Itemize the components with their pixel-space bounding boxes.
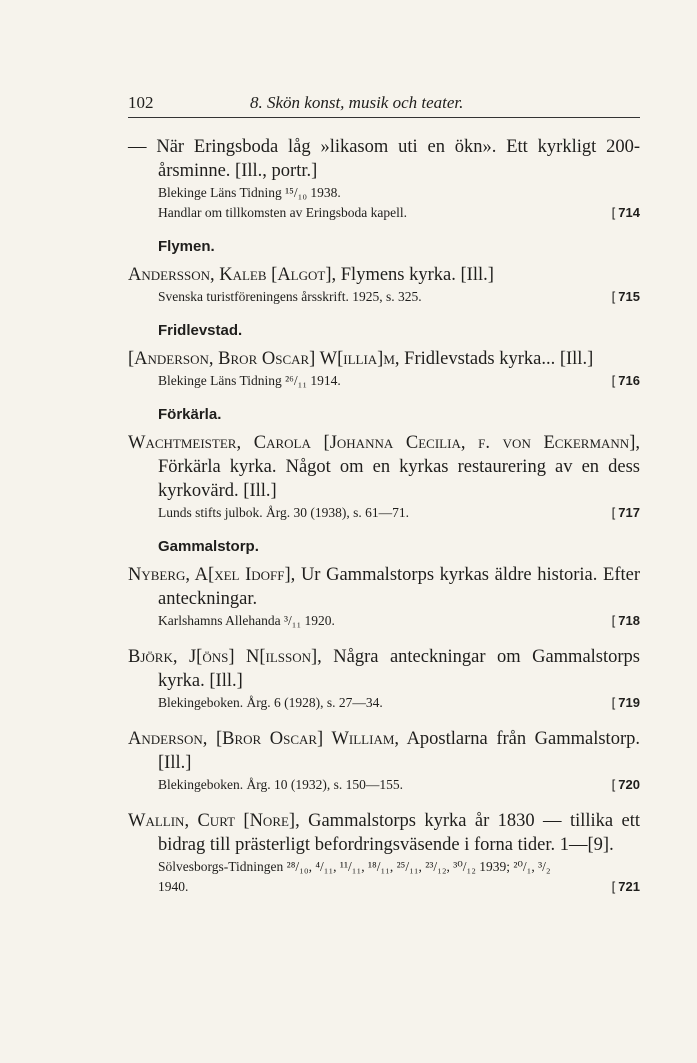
entry-title-text: Ur Gammalstorps kyrkas äldre historia. Efter anteckningar. [158, 565, 640, 609]
entry-number: [ 717 [611, 505, 640, 520]
entry-title-text: Gammalstorps kyrka år 1830 — tillika ett bidrag till prästerligt befordringsväsende i forna tider. 1—[9]. [158, 811, 640, 855]
entry-source: Handlar om tillkomsten av Eringsboda kapell. [158, 205, 407, 220]
entry-number: [ 716 [611, 373, 640, 388]
entry-author: Wallin, Curt [Nore], [128, 811, 300, 831]
entry-number: [ 721 [611, 879, 640, 894]
entry-title [128, 563, 640, 611]
entry-title [128, 135, 640, 183]
entry-title [128, 645, 640, 693]
section-heading: Flymen. [158, 238, 215, 255]
bibliography-entry [128, 263, 640, 307]
entry-number: [ 715 [611, 289, 640, 304]
bibliography-list [128, 135, 640, 911]
entry-author: Andersson, Kaleb [Algot], [128, 265, 337, 285]
section-heading: Gammalstorp. [158, 538, 259, 555]
entry-title-text: — När Eringsboda låg »likasom uti en ökn». Ett kyrkligt 200-årsminne. [Ill., portr.] [128, 137, 640, 181]
entry-source: Lunds stifts julbok. Årg. 30 (1938), s. 61—71. [158, 505, 410, 520]
entry-title-text: Apostlarna från Gammalstorp. [Ill.] [158, 729, 640, 773]
bibliography-entry [128, 727, 640, 795]
entry-author: Nyberg, A[xel Idoff], [128, 565, 296, 585]
entry-title-text: Fridlevstads kyrka... [Ill.] [399, 349, 594, 369]
entry-title-text: Förkärla kyrka. Något om en kyrkas restaurering av en dess kyrkovärd. [Ill.] [158, 457, 640, 501]
entry-title [128, 431, 640, 503]
bibliography-entry [128, 135, 640, 223]
bibliography-entry [128, 347, 640, 391]
entry-title [128, 347, 640, 371]
entry-author: [Anderson, Bror Oscar] W[illia]m, [128, 349, 400, 369]
entry-source: Svenska turistföreningens årsskrift. 1925, s. 325. [158, 289, 422, 304]
entry-title [128, 727, 640, 775]
bibliography-entry [128, 563, 640, 631]
entry-source: Blekinge Läns Tidning ²⁶/₁₁ 1914. [158, 373, 341, 388]
entry-title [128, 263, 640, 287]
entry-source: Blekinge Läns Tidning ¹⁵/₁₀ 1938. [158, 185, 341, 200]
entry-title-text: Flymens kyrka. [Ill.] [336, 265, 494, 285]
running-title: 8. Skön konst, musik och teater. [250, 93, 464, 112]
entry-author: Anderson, [Bror Oscar] William, [128, 729, 400, 749]
entry-number: [ 720 [611, 777, 640, 792]
entry-number: [ 719 [611, 695, 640, 710]
entry-title [128, 809, 640, 857]
entry-source: Sölvesborgs-Tidningen ²⁸/₁₀, ⁴/₁₁, ¹¹/₁₁, ¹⁸/₁₁, ²⁵/₁₁, ²³/₁₂, ³⁰/₁₂ 1939; ²⁰/₁, ³/₂ 1940. [158, 859, 551, 894]
entry-number: [ 718 [611, 613, 640, 628]
entry-number: [ 714 [611, 205, 640, 220]
entry-source: Karlshamns Allehanda ³/₁₁ 1920. [158, 613, 335, 628]
page-header [128, 93, 640, 118]
bibliography-entry [128, 809, 640, 897]
section-heading: Fridlevstad. [158, 322, 243, 339]
entry-source: Blekingeboken. Årg. 6 (1928), s. 27—34. [158, 695, 383, 710]
bibliography-entry [128, 645, 640, 713]
entry-source: Blekingeboken. Årg. 10 (1932), s. 150—155. [158, 777, 403, 792]
entry-author: Wachtmeister, Carola [Johanna Cecilia, f. von Eckermann], [128, 433, 640, 453]
page-number: 102 [128, 93, 154, 112]
bibliography-entry [128, 431, 640, 523]
entry-title-text: Några anteckningar om Gammalstorps kyrka. [Ill.] [158, 647, 640, 691]
entry-author: Björk, J[öns] N[ilsson], [128, 647, 322, 667]
section-heading: Förkärla. [158, 406, 222, 423]
